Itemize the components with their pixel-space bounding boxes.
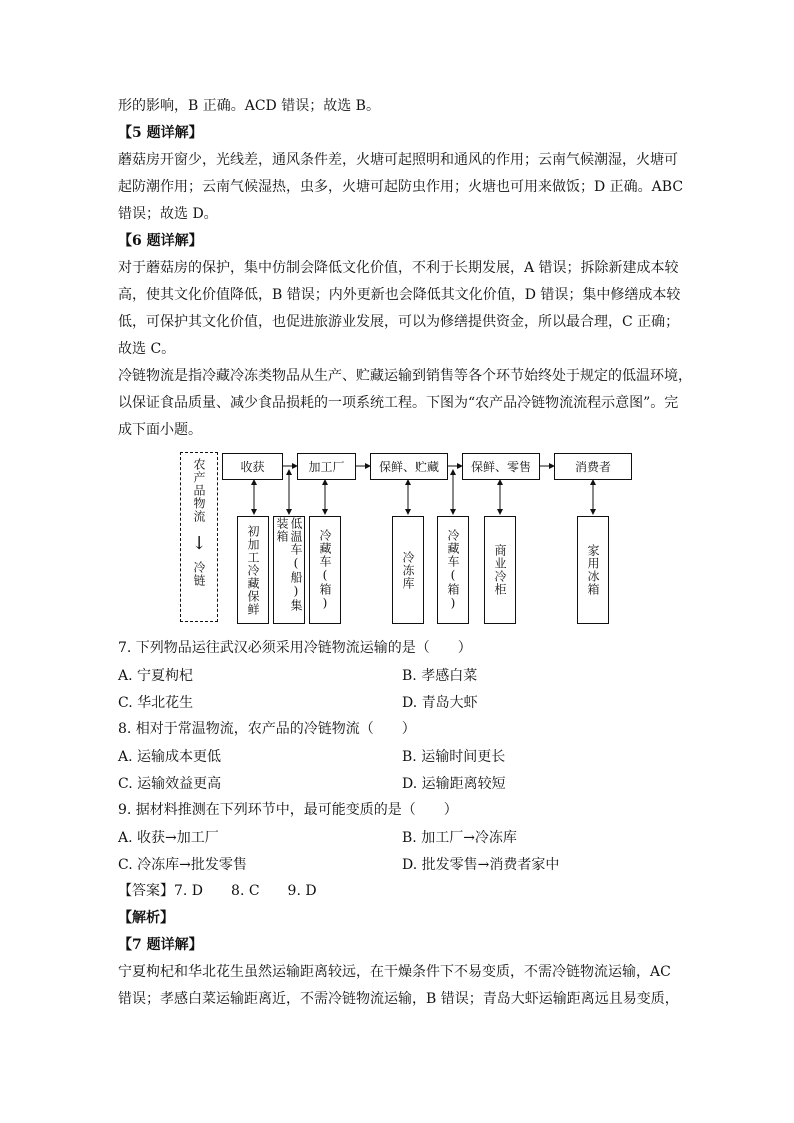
stage-retail: 保鲜、零售	[462, 453, 540, 480]
sub-box-label: 冷冻库	[401, 550, 415, 590]
paragraph-line: 错误；故选 D。	[118, 206, 218, 222]
paragraph-line: 宁夏枸杞和华北花生虽然运输距离较远，在干燥条件下不易变质，不需冷链物流运输，AC	[118, 964, 671, 980]
sub-box-label: 家用冰箱	[586, 544, 600, 596]
paragraph-line: 形的影响，B 正确。ACD 错误；故选 B。	[118, 98, 380, 114]
sub-box-label: 商业冷柜	[493, 544, 507, 596]
side-label-bottom: 冷链	[192, 561, 206, 587]
paragraph-line: 冷链物流是指冷藏冷冻类物品从生产、贮藏运输到销售等各个环节始终处于规定的低温环境，	[118, 368, 692, 384]
paragraph-line: 成下面小题。	[118, 422, 202, 438]
stage-harvest: 收获	[222, 453, 283, 480]
section-heading-q5: 【5 题详解】	[118, 125, 203, 141]
sub-box-initial-processing	[237, 516, 269, 624]
paragraph-line: 蘑菇房开窗少，光线差，通风条件差，火塘可起照明和通风的作用；云南气候潮湿，火塘可	[118, 152, 678, 168]
paragraph-line: 起防潮作用；云南气候湿热，虫多，火塘可起防虫作用；火塘也可用来做饭；D 正确。ABC	[118, 179, 684, 195]
sub-box-label: 初加工冷藏保鲜	[246, 524, 260, 616]
sub-box-freezer-warehouse	[392, 516, 424, 624]
option-9b: B. 加工厂→冷冻库	[402, 830, 517, 846]
sub-box-home-fridge	[577, 516, 609, 624]
sub-box-refrigerated-truck-2	[437, 516, 469, 624]
option-9a: A. 收获→加工厂	[118, 830, 219, 846]
section-heading-q6: 【6 题详解】	[118, 233, 203, 249]
option-9d: D. 批发零售→消费者家中	[402, 857, 560, 873]
answer-line: 【答案】7. D 8. C 9. D	[118, 883, 317, 899]
option-9c: C. 冷冻库→批发零售	[118, 857, 247, 873]
option-7d: D. 青岛大虾	[402, 695, 478, 711]
stage-storage: 保鲜、贮藏	[370, 453, 448, 480]
question-stem-8: 8. 相对于常温物流，农产品的冷链物流（ ）	[118, 721, 416, 737]
option-7b: B. 孝感白菜	[402, 668, 478, 684]
paragraph-line: 以保证食品质量、减少食品损耗的一项系统工程。下图为“农产品冷链物流流程示意图”。完	[118, 395, 679, 411]
option-7c: C. 华北花生	[118, 695, 194, 711]
option-8b: B. 运输时间更长	[402, 749, 506, 765]
stage-processing-plant: 加工厂	[297, 453, 356, 480]
question-stem-9: 9. 据材料推测在下列环节中，最可能变质的是（ ）	[118, 802, 458, 818]
stage-consumer: 消费者	[554, 453, 632, 480]
sub-box-commercial-freezer	[484, 516, 516, 624]
sub-box-label: 冷藏车(箱)	[318, 529, 332, 611]
paragraph-line: 对于蘑菇房的保护，集中仿制会降低文化价值，不利于长期发展，A 错误；拆除新建成本较	[118, 260, 679, 276]
option-8c: C. 运输效益更高	[118, 776, 222, 792]
sub-box-label: 低温车(船)集装箱	[275, 517, 303, 612]
sub-box-label: 冷藏车(箱)	[446, 529, 460, 611]
side-label-group	[180, 458, 218, 591]
paragraph-line: 错误；孝感白菜运输距离近，不需冷链物流运输，B 错误；青岛大虾运输距离远且易变质，	[118, 991, 679, 1007]
option-7a: A. 宁夏枸杞	[118, 668, 194, 684]
option-8a: A. 运输成本更低	[118, 749, 222, 765]
down-arrow-icon: ↓	[191, 533, 207, 554]
paragraph-line: 低，可保护其文化价值，也促进旅游业发展，可以为修缮提供资金，所以最合理，C 正确；	[118, 314, 680, 330]
option-8d: D. 运输距离较短	[402, 776, 506, 792]
section-heading-q7: 【7 题详解】	[118, 937, 203, 953]
sub-box-low-temp-vehicle	[273, 516, 305, 624]
paragraph-line: 高，使其文化价值降低，B 错误；内外更新也会降低其文化价值，D 错误；集中修缮成本较	[118, 287, 681, 303]
cold-chain-diagram	[170, 448, 620, 628]
side-label-top: 农产品物流	[192, 458, 206, 523]
question-stem-7: 7. 下列物品运往武汉必须采用冷链物流运输的是（ ）	[118, 640, 472, 656]
sub-box-refrigerated-truck	[309, 516, 341, 624]
analysis-heading: 【解析】	[118, 910, 174, 926]
paragraph-line: 故选 C。	[118, 341, 176, 357]
